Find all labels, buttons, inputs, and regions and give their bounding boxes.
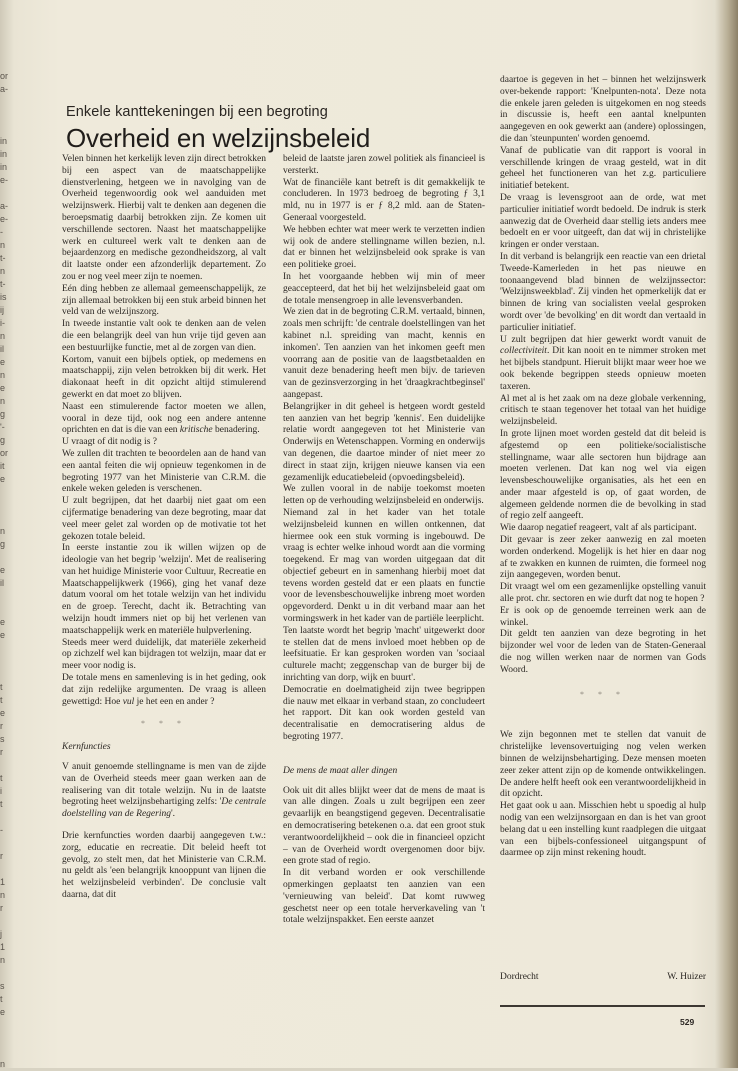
paragraph: Er is ook op de genoemde terreinen werk aan de winkel. xyxy=(500,605,706,628)
paragraph: Dit vraagt wel om een gezamenlijke opstelling vanuit alle prot. chr. sectoren en wie durft dat nog te hopen ? xyxy=(500,582,706,605)
column-1 xyxy=(62,154,266,902)
paragraph: Niemand zal in het kader van het totale welzijnsbeleid kunnen en willen ontkennen, dat hiermee ook een stuk vorming is ingebouwd. De vraag is echter welke inhoud wordt aan die vorming toegekend. Er mag van worden uitgegaan dat dit objectief gebeurt en in samenhang hierbij moet dat tevens worden gesteld dat er een plaats en functie voor de levensbeschouwelijke inbreng moet worden opgevorderd. Denkt u in dit verband maar aan het vormingswerk in het kader van de partiële leerplicht. xyxy=(283,507,485,625)
paragraph: De vraag is levensgroot aan de orde, wat met particulier initiatief wordt bedoeld. De indruk is sterk aanwezig dat de Overheid daar stellig iets anders mee bedoelt en er voor uitgeeft, dan dat wij in christelijke kringen er onder verstaan. xyxy=(500,192,706,251)
section-heading: De mens de maat aller dingen xyxy=(283,765,398,776)
page-number: 529 xyxy=(680,1017,695,1027)
paragraph: Wat de financiële kant betreft is dit gemakkelijk te concluderen. In 1973 bedroeg de begroting ƒ 3,1 mld, nu in 1977 is er ƒ 8,2 mld. aan de Staten-Generaal voorgesteld. xyxy=(283,177,485,223)
section-heading: Kernfuncties xyxy=(62,742,111,753)
paragraph: beleid de laatste jaren zowel politiek als financieel is versterkt. xyxy=(283,154,485,176)
paragraph: daartoe is gegeven in het – binnen het welzijnswerk over-bekende rapport: 'Knelpunten-nota'. Deze nota die enkele jaren geleden is uitgekomen en nog steeds in discussie is, heeft een aantal knelpunten aangegeven en ook gewerkt aan (andere) oplossingen, die dan 'steunpunten' worden genoemd. xyxy=(500,75,706,144)
paragraph: Ook uit dit alles blijkt weer dat de mens de maat is van alle dingen. Zoals u zult begrijpen een zeer gevaarlijk en beangstigend gegeven. Decentralisatie en democratisering betekenen o.a. dat een groot stuk verantwoordelijkheid – ook die in financieel opzicht – van de Overheid wordt overgenomen door bijv. een grote stad of regio. xyxy=(283,785,485,867)
italic-run: De centrale doelstelling van de Regering xyxy=(62,797,266,820)
italic-run: vul xyxy=(122,696,135,707)
paragraph: Het gaat ook u aan. Misschien hebt u spoedig al hulp nodig van een welzijnsorgaan en dan is het van groot belang dat u een instelling kunt raadplegen die uitgaat van een bijbels-confessioneel uitgangspunt of daarmee op zijn minst rekening houdt. xyxy=(500,801,706,859)
paragraph xyxy=(500,335,706,394)
paragraph: We hebben echter wat meer werk te verzetten indien wij ook de andere stellingname willen bezien, n.l. dat er binnen het welzijnsbeleid ook sprake is van een politieke groei. xyxy=(283,224,485,271)
end-rule xyxy=(500,1005,705,1007)
italic-run: kritische xyxy=(179,425,213,436)
article-kicker: Enkele kanttekeningen bij een begroting xyxy=(66,104,328,120)
paragraph xyxy=(62,402,266,437)
italic-run: collectiviteit xyxy=(500,346,547,357)
paragraph: In eerste instantie zou ik willen wijzen op de ideologie van het begrip 'welzijn'. Met de realisering van het huidige Ministerie voor Cultuur, Recreatie en Maatschappelijkwerk (1966), ging het vanaf deze datum vooral om het totale welzijn van het individu en de groep. Terecht, dacht ik. Betrachting van welzijn houdt immers niet op bij het verlenen van maatschappelijk werk en materiële hulpverlening. xyxy=(62,543,266,636)
paragraph: Wie daarop negatief reageert, valt af als participant. xyxy=(500,523,697,534)
paragraph: Dit geldt ten aanzien van deze begroting in het bijzonder wel voor de leden van de Staten-Generaal die nog willen werken naar de normen van Gods Woord. xyxy=(500,629,706,675)
paragraph: Ten laatste wordt het begrip 'macht' uitgewerkt door te stellen dat de mens invloed moet hebben op de leefsituatie. Er kan gesproken worden van 'sociaal culturele macht; zeggenschap van de burger bij de inrichting van dorp, wijk en buurt'. xyxy=(283,625,485,684)
paragraph: U vraagt of dit nodig is ? xyxy=(62,437,157,448)
text-run: Naast een stimulerende factor moeten we allen, vooral in deze tijd, ook nog een andere antenne oprichten en dat is die van een xyxy=(62,401,266,436)
text-run: benadering. xyxy=(212,425,260,436)
column-3 xyxy=(500,75,706,860)
text-run: '. xyxy=(170,809,176,820)
paragraph: We zijn begonnen met te stellen dat vanuit de christelijke levensovertuiging nog velen werken binnen de welzijnsbehartiging. Deze mensen moeten zeer zeker attent zijn op de komende ontwikkelingen. De andere helft heeft ook een verantwoordelijkheid in dit opzicht. xyxy=(500,730,706,800)
article-title: Overheid en welzijnsbeleid xyxy=(66,123,371,153)
section-divider-stars: * * * xyxy=(141,719,187,729)
column-2 xyxy=(283,154,485,927)
signature-place: Dordrecht xyxy=(500,972,539,982)
paragraph: In het voorgaande hebben wij min of meer geaccepteerd, dat het bij het welzijnsbeleid gaat om de totale mensengroep in alle levensverbanden. xyxy=(283,271,485,306)
text-run: V anuit genoemde stellingname is men van de zijde van de Overheid steeds meer gaan werken aan de realisering van dit totale welzijn. Nu in de laatste begroting heet welzijnsbehartiging zelfs: ' xyxy=(62,762,266,808)
paragraph: We zien dat in de begroting C.R.M. vertaald, binnen, zoals men schrijft: 'de centrale doelstellingen van het kabinet n.l. spreiding van macht, kennis en inkomen'. Ten aanzien van het inkomen geeft men voorrang aan de positie van de laagstbetaalden en vanuit deze benadering heeft men bijv. de tarieven van de gezinsverzorging in het 'draagkrachtbeginsel' aangepast. xyxy=(283,307,485,400)
paragraph: Velen binnen het kerkelijk leven zijn direct betrokken bij een aspect van de maatschappelijke dienstverlening, hetgeen we in navolging van de Overheid tegenwoordig ook wel aanduiden met welzijnswerk. Hierbij valt te denken aan degenen die beroepsmatig daarbij betrokken zijn. Ze komen uit verschillende sectoren. Naast het maatschappelijke werk en cultureel werk valt te denken aan de bejaardenzorg en medische gezondheidszorg, al valt dit laatste onder een afzonderlijk departement. Zo zou er nog veel meer zijn te noemen. xyxy=(62,154,266,282)
article-header xyxy=(66,104,496,154)
text-run: je het een en ander ? xyxy=(134,696,215,707)
text-run: De totale mens en samenleving is in het geding, ook dat zijn redelijke argumenten. De vraag is alleen gewettigd: Hoe xyxy=(62,673,266,707)
paragraph: Drie kernfuncties worden daarbij aangegeven t.w.: zorg, educatie en recreatie. Dit beleid heeft tot gevolg, zo stelt men, dat het Ministerie van C.R.M. nu geldt als 'een belangrijk knooppunt van lijnen die het welzijnsbeleid verbinden'. De conclusie valt daarna, dat dit xyxy=(62,831,266,901)
paragraph: In dit verband is belangrijk een reactie van een drietal Tweede-Kamerleden in het pas nieuwe en toonaangevend blad binnen de welzijnssector: 'Welzijnsweekblad'. Zij vinden het opmerkelijk dat er binnen de kring van socialisten veelal gesproken wordt over 'de bevolking' en dit wordt dan vertaald in particulier initiatief. xyxy=(500,251,706,333)
paragraph xyxy=(62,673,266,708)
paragraph: In dit verband worden er ook verschillende opmerkingen geplaatst ten aanzien van een 'vernieuwing van beleid'. Dat komt ruwweg geschetst neer op een totale herverkaveling van 't totale welzijnspakket. Een eerste aanzet xyxy=(283,868,485,926)
paragraph: We zullen vooral in de nabije toekomst moeten letten op de verhouding welzijnsbeleid en onderwijs. xyxy=(283,484,485,507)
previous-page-fragments: or a- in in in e- a- e- - n t- n t- is ij i- n il e n e n g '- g or it e n g e il e e t t e r s r t i t - r 1 n r j 1 n s t e n xyxy=(0,71,9,1069)
paragraph: Kortom, vanuit een bijbels optiek, op medemens en maatschappij, zijn velen betrokken bij dit werk. Het diakonaat heeft in dit opzicht altijd stimulerend gewerkt en dat moet zo blijven. xyxy=(62,354,266,400)
paragraph xyxy=(62,762,266,821)
signature-author: W. Huizer xyxy=(667,972,706,982)
text-run: . Dit kan nooit en te nimmer stroken met het bijbels standpunt. Hieruit blijkt maar weer hoe we ook bekende begrippen steeds opnieuw moeten taxeren. xyxy=(500,346,706,392)
text-run: U zult begrijpen dat hier gewerkt wordt vanuit de xyxy=(500,334,706,345)
paragraph: Vanaf de publicatie van dit rapport is vooral in verschillende kringen de vraag gesteld, wat in dit geheel het functioneren van het z.g. particuliere initiatief betekent. xyxy=(500,145,706,192)
paragraph: U zult begrijpen, dat het daarbij niet gaat om een cijfermatige benadering van deze begroting, maar dat veel meer gelet zal worden op de motivatie tot het gekozen totale beleid. xyxy=(62,496,266,542)
paragraph: Eén ding hebben ze allemaal gemeenschappelijk, ze zijn allemaal betrokken bij een stuk arbeid binnen het veld van de welzijnszorg. xyxy=(62,283,266,318)
paragraph: We zullen dit trachten te beoordelen aan de hand van een aantal feiten die wij opnieuw tegenkomen in de begroting 1977 van het Ministerie van C.R.M. die enkele weken geleden is verschenen. xyxy=(62,448,266,495)
paragraph: Democratie en doelmatigheid zijn twee begrippen die nauw met elkaar in verband staan, zo concludeert het rapport. Dit kan ook worden gesteld van decentralisatie en democratisering aldus de begroting 1977. xyxy=(283,684,485,743)
section-divider-stars: * * * xyxy=(580,689,626,699)
paragraph: Belangrijker in dit geheel is hetgeen wordt gesteld ten aanzien van het begrip 'kennis'. Een duidelijke relatie wordt aangegeven tot het Ministerie van Onderwijs en Wetenschappen. Vorming en onderwijs van degenen, die daartoe minder of niet meer zo direct in staat zijn, krijgen nieuwe kansen via een gezamenlijk educatiebeleid (opvoedingsbeleid). xyxy=(283,401,485,483)
paragraph: Dit gevaar is zeer zeker aanwezig en zal moeten worden onderkend. Mogelijk is het hier en daar nog af te zwakken en kunnen de ruimten, die formeel nog zijn aangegeven, worden benut. xyxy=(500,535,706,581)
paragraph: Steeds meer werd duidelijk, dat materiële zekerheid op zichzelf wel kan bijdragen tot welzijn, maar dat er meer voor nodig is. xyxy=(62,637,266,672)
paragraph: Al met al is het zaak om na deze globale verkenning, critisch te staan tegenover het totaal van het huidige welzijnsbeleid. xyxy=(500,393,706,428)
paragraph: In tweede instantie valt ook te denken aan de velen die een belangrijk deel van hun vrije tijd geven aan een bestuurlijke functie, met al de zorgen van dien. xyxy=(62,319,266,353)
paragraph: In grote lijnen moet worden gesteld dat dit beleid is afgestemd op een politieke/socialistische stellingname, waar alle sectoren hun bijdrage aan moeten verlenen. Dat kan nog wel via eigen levensbeschouwelijke organisaties, als het een en ander maar afgesteld is op, of gaat worden, de algemeen geldende normen die de bevolking in stad of regio zelf aangeeft. xyxy=(500,428,706,522)
